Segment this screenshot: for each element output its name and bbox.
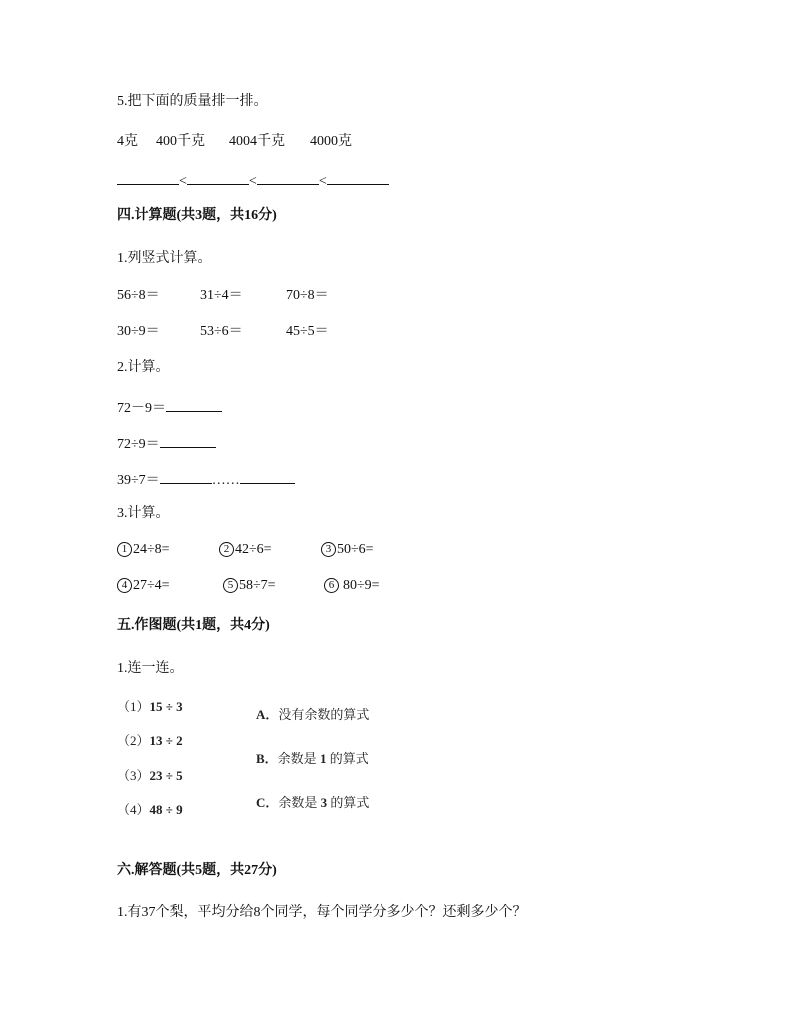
s4-q3-expr: 50÷6= xyxy=(337,542,374,557)
q5-item-3: 4004千克 xyxy=(229,134,285,149)
s4-q1-expr-4: 30÷9＝ xyxy=(117,324,160,339)
match-left-tag: （2） xyxy=(117,733,150,748)
s4-q3-expr: 58÷7= xyxy=(239,578,276,593)
circled-number: 5 xyxy=(223,578,238,593)
s4-q3-item-2 xyxy=(219,541,272,559)
q5-title: 5.把下面的质量排一排。 xyxy=(117,94,268,109)
s6-q1-text: 1.有37个梨，平均分给8个同学，每个同学分多少个？还剩多少个？ xyxy=(117,905,527,920)
s4-q3-expr: 42÷6= xyxy=(235,542,272,557)
s4-q1-title: 1.列竖式计算。 xyxy=(117,251,212,266)
s4-q2-expr-3: 39÷7＝ xyxy=(117,473,160,488)
circled-number: 6 xyxy=(324,578,339,593)
match-right-number: 3 xyxy=(320,795,328,810)
match-left-2[interactable] xyxy=(117,733,183,749)
match-left-expr: 23 ÷ 5 xyxy=(149,768,183,783)
match-left-1[interactable] xyxy=(117,699,183,715)
s4-q2-line-2 xyxy=(117,433,216,454)
match-right-text: 余数是 xyxy=(277,751,320,766)
match-left-3[interactable] xyxy=(117,768,183,784)
match-left-expr: 13 ÷ 2 xyxy=(149,733,183,748)
answer-blank-3[interactable] xyxy=(257,170,319,185)
match-right-text: 的算式 xyxy=(326,751,369,766)
answer-blank-2[interactable] xyxy=(187,170,249,185)
answer-blank[interactable] xyxy=(160,433,216,448)
less-than-2: < xyxy=(248,174,257,189)
circled-number: 1 xyxy=(117,542,132,557)
s4-q3-item-3 xyxy=(321,541,374,559)
circled-number: 4 xyxy=(117,578,132,593)
match-right-a[interactable] xyxy=(256,707,369,723)
s4-q3-expr: 80÷9= xyxy=(343,578,380,593)
s4-q3-expr: 24÷8= xyxy=(133,542,170,557)
s4-q1-expr-3: 70÷8＝ xyxy=(286,288,329,303)
answer-blank-4[interactable] xyxy=(327,170,389,185)
match-left-4[interactable] xyxy=(117,802,183,818)
answer-blank-1[interactable] xyxy=(117,170,179,185)
match-right-tag: C． xyxy=(256,795,279,810)
section4-heading: 四.计算题(共3题，共16分) xyxy=(117,208,277,223)
match-right-tag: A． xyxy=(256,707,279,722)
remainder-dots: …… xyxy=(211,473,240,488)
section5-heading: 五.作图题(共1题，共4分) xyxy=(117,618,270,633)
match-right-text: 没有余数的算式 xyxy=(278,707,370,722)
s4-q1-expr-2: 31÷4＝ xyxy=(200,288,243,303)
s4-q2-expr-2: 72÷9＝ xyxy=(117,437,160,452)
match-left-tag: （3） xyxy=(117,768,150,783)
match-right-text: 余数是 xyxy=(278,795,321,810)
match-right-text: 的算式 xyxy=(327,795,370,810)
circled-number: 2 xyxy=(219,542,234,557)
s4-q2-line-3 xyxy=(117,469,295,490)
s4-q1-expr-1: 56÷8＝ xyxy=(117,288,160,303)
q5-answer-row xyxy=(117,170,389,191)
match-left-expr: 15 ÷ 3 xyxy=(149,699,183,714)
match-right-b[interactable] xyxy=(256,751,369,767)
s4-q3-item-5 xyxy=(223,577,276,595)
s4-q2-title: 2.计算。 xyxy=(117,360,170,375)
less-than-1: < xyxy=(179,174,187,189)
q5-item-4: 4000克 xyxy=(310,134,352,149)
s4-q1-expr-5: 53÷6＝ xyxy=(200,324,243,339)
match-left-expr: 48 ÷ 9 xyxy=(149,802,183,817)
section6-heading: 六.解答题(共5题，共27分) xyxy=(117,863,277,878)
circled-number: 3 xyxy=(321,542,336,557)
answer-blank[interactable] xyxy=(166,397,222,412)
s4-q1-expr-6: 45÷5＝ xyxy=(286,324,329,339)
s4-q3-item-6 xyxy=(324,577,380,595)
match-right-number: 1 xyxy=(319,751,327,766)
remainder-blank[interactable] xyxy=(240,469,295,484)
match-right-tag: B． xyxy=(256,751,278,766)
s4-q2-line-1 xyxy=(117,397,222,418)
s4-q3-item-4 xyxy=(117,577,170,595)
match-left-tag: （1） xyxy=(117,699,150,714)
match-right-c[interactable] xyxy=(256,795,369,811)
less-than-3: < xyxy=(318,174,327,189)
q5-item-1: 4克 xyxy=(117,134,138,149)
s4-q3-expr: 27÷4= xyxy=(133,578,170,593)
s5-q1-title: 1.连一连。 xyxy=(117,661,184,676)
s4-q2-expr-1: 72－9＝ xyxy=(117,401,166,416)
quotient-blank[interactable] xyxy=(160,469,212,484)
match-left-tag: （4） xyxy=(117,802,150,817)
s4-q3-item-1 xyxy=(117,541,170,559)
s4-q3-title: 3.计算。 xyxy=(117,506,170,521)
q5-item-2: 400千克 xyxy=(156,134,205,149)
